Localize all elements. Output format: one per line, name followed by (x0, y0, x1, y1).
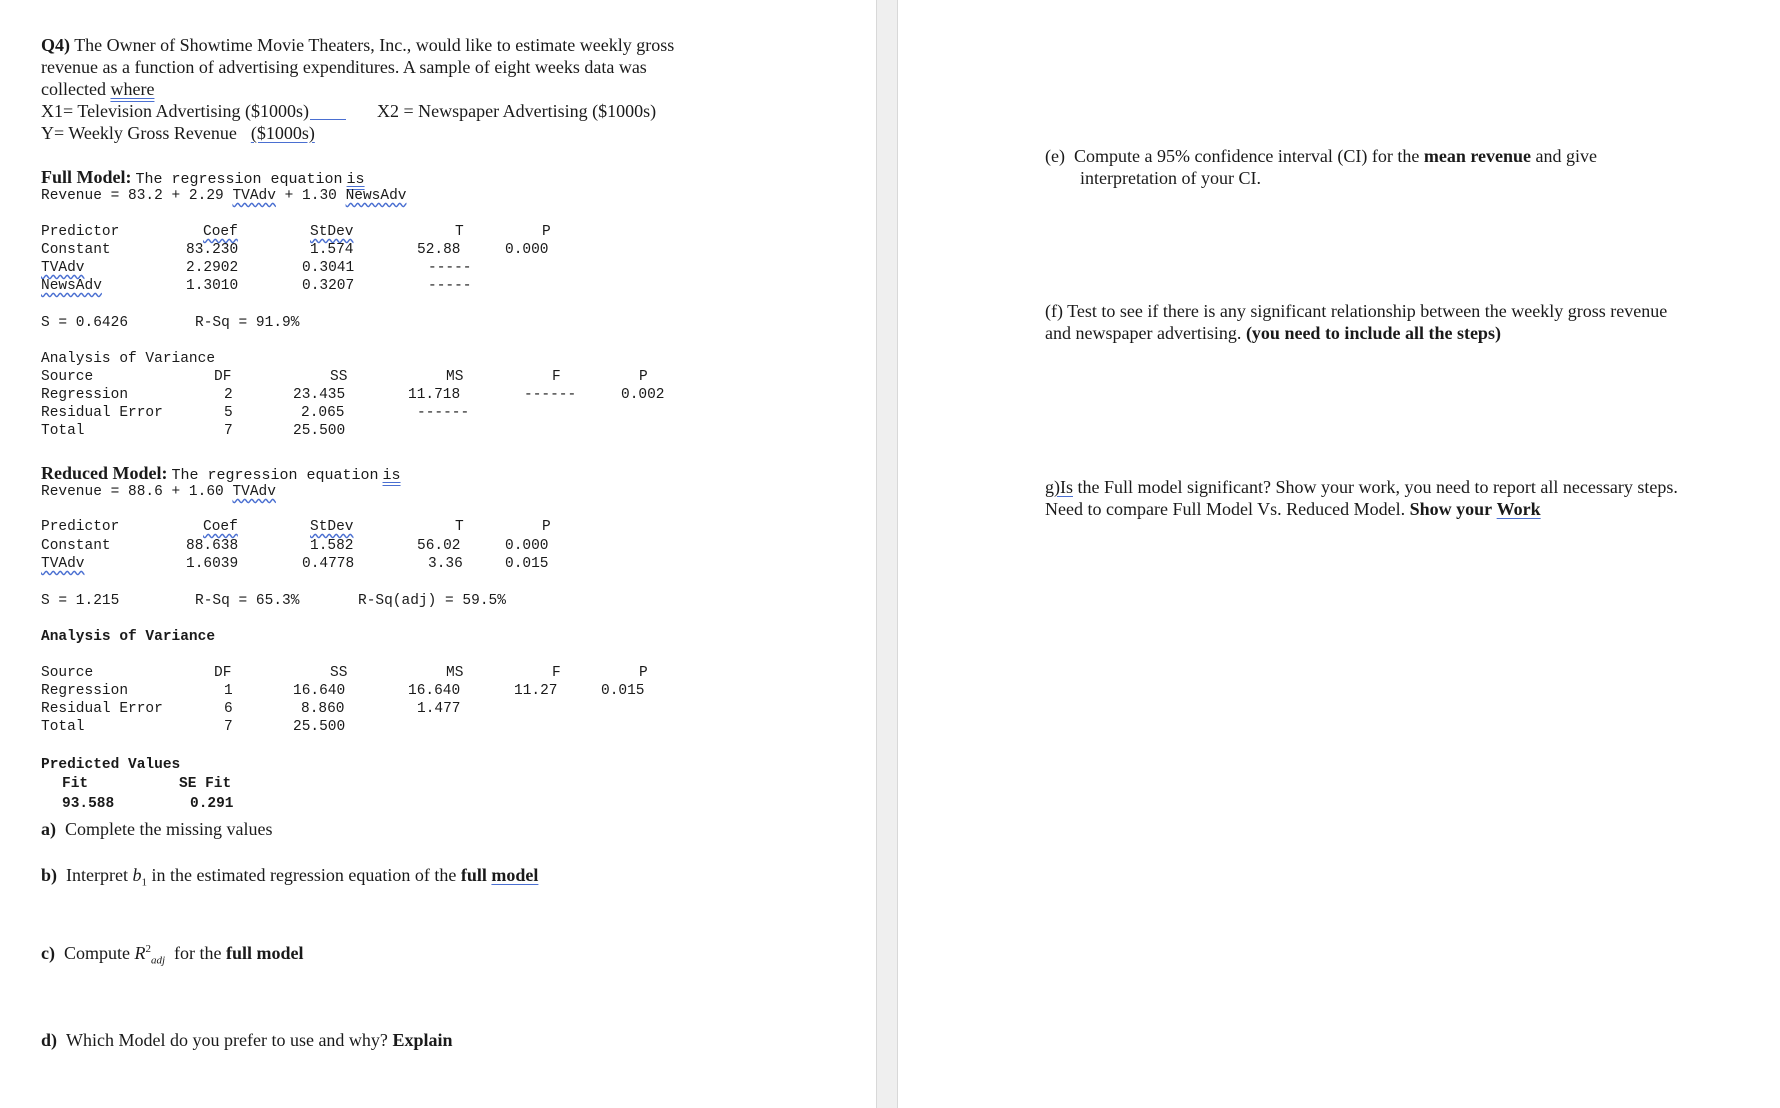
table-cell: 56.02 (417, 538, 461, 554)
fit-label: Fit (62, 776, 89, 792)
table-cell: MS (446, 369, 464, 385)
x2-definition: X2 = Newspaper Advertising ($1000s) (377, 101, 657, 121)
part-e-line-2: interpretation of your CI. (1080, 168, 1261, 188)
table-cell: 52.88 (417, 242, 461, 258)
question-intro-line-3: collected where (41, 79, 155, 99)
table-cell: 7 (224, 423, 233, 439)
part-d: d) Which Model do you prefer to use and why? Explain (41, 1030, 453, 1050)
full-model-heading-line: Full Model: The regression equation is (41, 167, 365, 188)
part-b: b) Interpret $b_1$ in the estimated regression equation of the full model (41, 865, 539, 889)
full-rsq-value: R-Sq = 91.9% (195, 315, 300, 331)
table-cell: P (639, 665, 648, 681)
coef-header-t: T (455, 224, 464, 240)
reduced-s-value: S = 1.215 (41, 593, 120, 609)
table-cell: 88.638 (186, 538, 239, 554)
table-cell: Source (41, 369, 94, 385)
coef-header-predictor: Predictor (41, 224, 120, 240)
se-fit-label: SE Fit (179, 776, 232, 792)
part-c: c) Compute $R^2_{adj}$ for the full model (41, 943, 304, 967)
table-cell: 0.015 (601, 683, 645, 699)
table-cell: 0.000 (505, 538, 549, 554)
question-intro-line-1: Q4) The Owner of Showtime Movie Theaters, Inc., would like to estimate weekly gross (41, 35, 675, 55)
reduced-model-heading-line: Reduced Model: The regression equation is (41, 463, 401, 484)
table-cell: P (542, 519, 551, 535)
table-cell: SS (330, 665, 348, 681)
table-cell: T (455, 519, 464, 535)
table-cell: TVAdv (41, 556, 85, 572)
table-cell: Constant (41, 242, 111, 258)
table-cell: 1.477 (417, 701, 461, 717)
table-cell: 25.500 (293, 423, 346, 439)
table-cell: SS (330, 369, 348, 385)
page-gutter (876, 0, 898, 1108)
table-cell: 16.640 (408, 683, 461, 699)
full-s-value: S = 0.6426 (41, 315, 129, 331)
part-f-line-1: (f) Test to see if there is any significant relationship between the weekly gross revenue (1045, 301, 1668, 321)
table-cell: 0.3207 (302, 278, 355, 294)
table-cell: DF (214, 369, 232, 385)
table-cell: ------ (417, 405, 470, 421)
se-fit-value: 0.291 (190, 796, 234, 812)
table-cell: 8.860 (301, 701, 345, 717)
table-cell: 0.000 (505, 242, 549, 258)
table-cell: 1 (224, 683, 233, 699)
table-cell: F (552, 369, 561, 385)
table-cell: 11.718 (408, 387, 461, 403)
x1-definition: X1= Television Advertising ($1000s) (41, 101, 310, 121)
reduced-rsq-adj-value: R-Sq(adj) = 59.5% (358, 593, 506, 609)
table-cell: 2.065 (301, 405, 345, 421)
table-cell: 5 (224, 405, 233, 421)
table-cell: Regression (41, 683, 129, 699)
table-cell: Regression (41, 387, 129, 403)
table-cell: P (639, 369, 648, 385)
table-cell: 0.4778 (302, 556, 355, 572)
table-cell: ----- (428, 278, 472, 294)
part-g-line-2: Need to compare Full Model Vs. Reduced Model. Show your Work (1045, 499, 1541, 519)
x1-underline (310, 119, 346, 120)
table-cell: 1.582 (310, 538, 354, 554)
part-a: a) Complete the missing values (41, 819, 273, 839)
table-cell: 23.435 (293, 387, 346, 403)
table-cell: 25.500 (293, 719, 346, 735)
intro-text: The Owner of Showtime Movie Theaters, Inc., would like to estimate weekly gross (74, 35, 675, 55)
table-cell: 83.230 (186, 242, 239, 258)
full-anova-title: Analysis of Variance (41, 351, 216, 367)
table-cell: 11.27 (514, 683, 558, 699)
table-cell: 2.2902 (186, 260, 239, 276)
coef-header-p: P (542, 224, 551, 240)
table-cell: 0.015 (505, 556, 549, 572)
table-cell: Total (41, 719, 85, 735)
coef-header-coef: Coef (203, 224, 238, 240)
table-cell: DF (214, 665, 232, 681)
table-cell: ------ (524, 387, 577, 403)
table-cell: Predictor (41, 519, 120, 535)
table-cell: MS (446, 665, 464, 681)
table-cell: Constant (41, 538, 111, 554)
part-g-line-1: g)Is the Full model significant? Show your work, you need to report all necessary steps. (1045, 477, 1678, 497)
part-f-line-2: and newspaper advertising. (you need to include all the steps) (1045, 323, 1501, 343)
table-cell: 2 (224, 387, 233, 403)
table-cell: Source (41, 665, 94, 681)
reduced-model-equation: Revenue = 88.6 + 1.60 TVAdv (41, 484, 276, 500)
table-cell: Residual Error (41, 701, 163, 717)
table-cell: 6 (224, 701, 233, 717)
table-cell: NewsAdv (41, 278, 102, 294)
fit-value: 93.588 (62, 796, 115, 812)
table-cell: 16.640 (293, 683, 346, 699)
table-cell: TVAdv (41, 260, 85, 276)
table-cell: 0.002 (621, 387, 665, 403)
table-cell: 1.574 (310, 242, 354, 258)
table-cell: StDev (310, 519, 354, 535)
right-page (898, 0, 1780, 1108)
reduced-rsq-value: R-Sq = 65.3% (195, 593, 300, 609)
table-cell: Residual Error (41, 405, 163, 421)
table-cell: Total (41, 423, 85, 439)
reduced-anova-title: Analysis of Variance (41, 629, 216, 645)
table-cell: 1.6039 (186, 556, 239, 572)
table-cell: 0.3041 (302, 260, 355, 276)
table-cell: 1.3010 (186, 278, 239, 294)
table-cell: F (552, 665, 561, 681)
left-page (0, 0, 876, 1108)
table-cell: 3.36 (428, 556, 463, 572)
predicted-values-title: Predicted Values (41, 757, 181, 773)
question-intro-line-2: revenue as a function of advertising expenditures. A sample of eight weeks data was (41, 57, 647, 77)
table-cell: 7 (224, 719, 233, 735)
coef-header-stdev: StDev (310, 224, 354, 240)
full-model-equation: Revenue = 83.2 + 2.29 TVAdv + 1.30 NewsAdv (41, 188, 407, 204)
part-e-line-1: (e) Compute a 95% confidence interval (CI) for the mean revenue and give (1045, 146, 1597, 166)
y-definition: Y= Weekly Gross Revenue ($1000s) (41, 123, 315, 143)
table-cell: ----- (428, 260, 472, 276)
table-cell: Coef (203, 519, 238, 535)
